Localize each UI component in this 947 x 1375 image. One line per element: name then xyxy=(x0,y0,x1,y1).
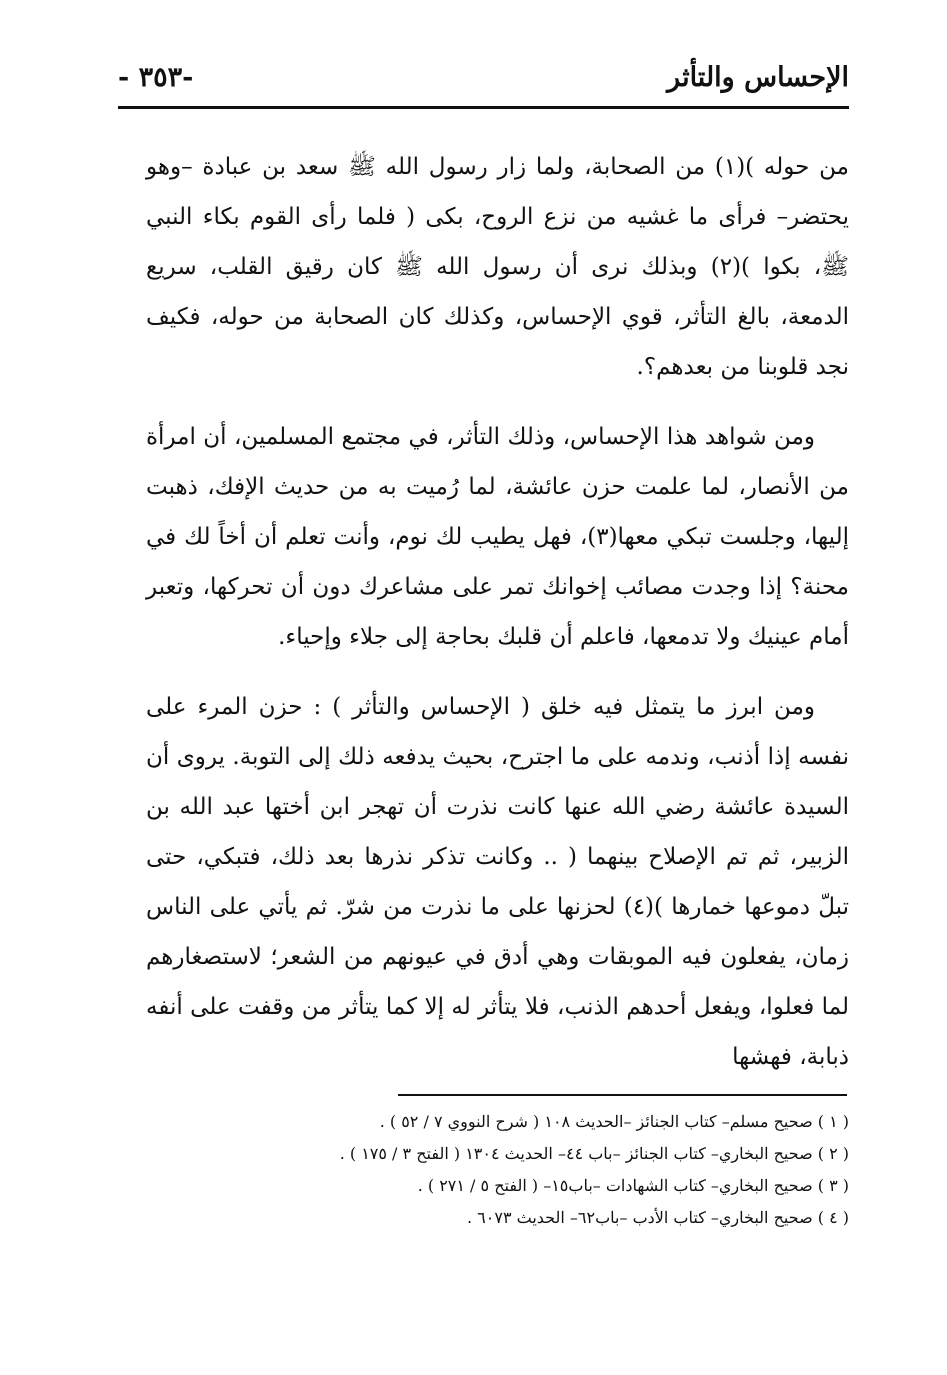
footnote-item: ( ٣ ) صحيح البخاري– كتاب الشهادات –باب١٥– ( الفتح ٥ / ٢٧١ ) . xyxy=(417,1176,849,1195)
paragraph-gap xyxy=(146,662,849,682)
footnotes xyxy=(146,1106,849,1234)
paragraph: ومن ابرز ما يتمثل فيه خلق ( الإحساس والتأثر ) : حزن المرء على نفسه إذا أذنب، وندمه على ما اجترح، بحيث يدفعه ذلك إلى التوبة. يروى أن السيدة عائشة رضي الله عنها كانت نذرت أن تهجر ابن أختها عبد الله بن الزبير، ثم تم الإصلاح بينهما ( .. وكانت تذكر نذرها بعد ذلك، فتبكي، حتى تبلّ دموعها خمارها )(٤) لحزنها على ما نذرت من شرّ. ثم يأتي على الناس زمان، يفعلون فيه الموبقات وهي أدق في عيونهم من الشعر؛ لاستصغارهم لما فعلوا، ويفعل أحدهم الذنب، فلا يتأثر له إلا كما يتأثر من وقفت على أنفه ذبابة، فهشها xyxy=(146,694,850,1070)
running-title: الإحساس والتأثر xyxy=(667,62,849,93)
footnote-item: ( ٤ ) صحيح البخاري– كتاب الأدب –باب٦٢– الحديث ٦٠٧٣ . xyxy=(466,1208,849,1227)
page-header xyxy=(118,60,849,106)
footnote-item: ( ١ ) صحيح مسلم– كتاب الجنائز –الحديث ١٠٨ ( شرح النووي ٧ / ٥٢ ) . xyxy=(379,1112,849,1131)
page-number: -٣٥٣ - xyxy=(118,62,194,93)
body-text xyxy=(146,142,849,1082)
paragraph-gap xyxy=(146,392,849,412)
paragraph: ومن شواهد هذا الإحساس، وذلك التأثر، في مجتمع المسلمين، أن امرأة من الأنصار، لما علمت حزن عائشة، لما رُميت به من حديث الإفك، ذهبت إليها، وجلست تبكي معها(٣)، فهل يطيب لك نوم، وأنت تعلم أن أخاً لك في محنة؟ إذا وجدت مصائب إخوانك تمر على مشاعرك دون أن تحركها، وتعبر أمام عينيك ولا تدمعها، فاعلم أن قلبك بحاجة إلى جلاء وإحياء. xyxy=(146,424,849,650)
header-rule xyxy=(118,106,849,109)
footnote-rule xyxy=(398,1094,847,1096)
footnote-item: ( ٢ ) صحيح البخاري– كتاب الجنائز –باب ٤٤– الحديث ١٣٠٤ ( الفتح ٣ / ١٧٥ ) . xyxy=(339,1144,849,1163)
paragraph: من حوله )(١) من الصحابة، ولما زار رسول الله ﷺ سعد بن عبادة –وهو يحتضر– فرأى ما غشيه من نزع الروح، بكى ( فلما رأى القوم بكاء النبي ﷺ، بكوا )(٢) وبذلك نرى أن رسول الله ﷺ كان رقيق القلب، سريع الدمعة، بالغ التأثر، قوي الإحساس، وكذلك كان الصحابة من حوله، فكيف نجد قلوبنا من بعدهم؟. xyxy=(146,154,849,380)
